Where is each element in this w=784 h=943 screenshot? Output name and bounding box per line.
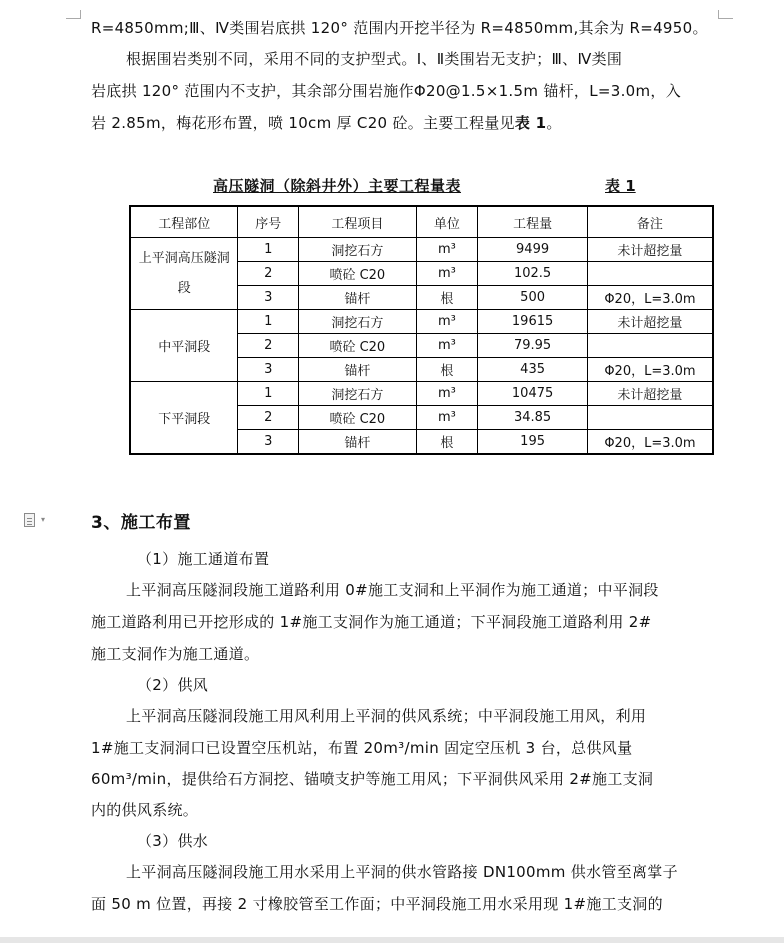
page-bottom-edge (0, 937, 784, 943)
subsection-heading: （1）施工通道布置 (137, 550, 270, 568)
cell-item: 洞挖石方 (299, 382, 416, 406)
paragraph-line: R=4850mm;Ⅲ、Ⅳ类围岩底拱 120° 范围内开挖半径为 R=4850mm,其余为 R=4950。 (91, 19, 708, 37)
cell-unit: m³ (416, 310, 478, 334)
cell-note: 未计超挖量 (587, 310, 713, 334)
cell-note (587, 262, 713, 286)
cell-qty: 435 (478, 358, 588, 382)
cell-qty: 19615 (478, 310, 588, 334)
cell-item: 喷砼 C20 (299, 262, 416, 286)
subsection-heading: （3）供水 (137, 832, 209, 850)
cell-unit: m³ (416, 382, 478, 406)
cell-qty: 9499 (478, 238, 588, 262)
header-cell: 备注 (587, 206, 713, 238)
cell-item: 锚杆 (299, 358, 416, 382)
cell-note (587, 406, 713, 430)
header-cell: 工程部位 (130, 206, 238, 238)
chevron-down-icon[interactable]: ▾ (41, 515, 46, 524)
header-cell: 序号 (238, 206, 299, 238)
paragraph-line: 上平洞高压隧洞段施工用水采用上平洞的供水管路接 DN100mm 供水管至离掌子 (126, 863, 678, 881)
paragraph-line: 内的供风系统。 (91, 801, 199, 819)
table-row (130, 382, 713, 406)
cell-no: 2 (238, 334, 299, 358)
cell-qty: 195 (478, 430, 588, 455)
paragraph-line (91, 113, 562, 133)
cell-no: 1 (238, 238, 299, 262)
table-title: 高压隧洞（除斜井外）主要工程量表 (213, 177, 462, 195)
paragraph-line: 岩底拱 120° 范围内不支护，其余部分围岩施作Φ20@1.5×1.5m 锚杆，L=3.0m，入 (91, 82, 682, 100)
table-number: 表 1 (605, 177, 636, 195)
cell-unit: 根 (416, 358, 478, 382)
header-cell: 工程项目 (299, 206, 416, 238)
section-cell: 上平洞高压隧洞段 (130, 238, 238, 310)
document-icon[interactable] (24, 513, 35, 527)
cell-unit: m³ (416, 262, 478, 286)
subsection-heading: （2）供风 (137, 676, 209, 694)
cell-no: 3 (238, 286, 299, 310)
cell-qty: 34.85 (478, 406, 588, 430)
paragraph-line: 1#施工支洞洞口已设置空压机站，布置 20m³/min 固定空压机 3 台，总供风量 (91, 739, 633, 757)
paragraph-line: 根据围岩类别不同，采用不同的支护型式。Ⅰ、Ⅱ类围岩无支护；Ⅲ、Ⅳ类围 (126, 50, 623, 68)
cell-no: 1 (238, 310, 299, 334)
cell-unit: 根 (416, 430, 478, 455)
table-row (130, 238, 713, 262)
page-margin-corner-left (66, 10, 81, 19)
cell-unit: m³ (416, 238, 478, 262)
cell-item: 锚杆 (299, 430, 416, 455)
page-margin-corner-right (718, 10, 733, 19)
cell-note (587, 334, 713, 358)
cell-item: 喷砼 C20 (299, 334, 416, 358)
paragraph-text: 。 (546, 114, 562, 132)
section-heading: 3、施工布置 (91, 513, 191, 533)
cell-no: 3 (238, 358, 299, 382)
header-cell: 工程量 (478, 206, 588, 238)
cell-note: 未计超挖量 (587, 382, 713, 406)
cell-note: 未计超挖量 (587, 238, 713, 262)
cell-item: 洞挖石方 (299, 310, 416, 334)
cell-unit: m³ (416, 406, 478, 430)
cell-unit: 根 (416, 286, 478, 310)
cell-item: 锚杆 (299, 286, 416, 310)
cell-no: 2 (238, 262, 299, 286)
cell-qty: 102.5 (478, 262, 588, 286)
table-row (130, 310, 713, 334)
cell-no: 3 (238, 430, 299, 455)
paragraph-line: 施工支洞作为施工通道。 (91, 645, 260, 663)
cell-unit: m³ (416, 334, 478, 358)
cell-note: Φ20，L=3.0m (587, 358, 713, 382)
cell-no: 1 (238, 382, 299, 406)
paragraph-text: 岩 2.85m，梅花形布置，喷 10cm 厚 C20 砼。主要工程量见 (91, 114, 515, 132)
cell-qty: 79.95 (478, 334, 588, 358)
table-reference: 表 1 (514, 114, 547, 132)
cell-no: 2 (238, 406, 299, 430)
header-cell: 单位 (416, 206, 478, 238)
cell-note: Φ20，L=3.0m (587, 430, 713, 455)
cell-note: Φ20，L=3.0m (587, 286, 713, 310)
quantity-table (129, 205, 714, 455)
paragraph-line: 施工道路利用已开挖形成的 1#施工支洞作为施工通道；下平洞段施工道路利用 2# (91, 613, 652, 631)
cell-item: 洞挖石方 (299, 238, 416, 262)
section-cell: 中平洞段 (130, 310, 238, 382)
paragraph-line: 上平洞高压隧洞段施工用风利用上平洞的供风系统；中平洞段施工用风，利用 (126, 707, 647, 725)
cell-item: 喷砼 C20 (299, 406, 416, 430)
paragraph-line: 上平洞高压隧洞段施工道路利用 0#施工支洞和上平洞作为施工通道；中平洞段 (126, 581, 659, 599)
cell-qty: 500 (478, 286, 588, 310)
paragraph-line: 60m³/min，提供给石方洞挖、锚喷支护等施工用风；下平洞供风采用 2#施工支洞 (91, 770, 654, 788)
cell-qty: 10475 (478, 382, 588, 406)
paragraph-line: 面 50 m 位置，再接 2 寸橡胶管至工作面；中平洞段施工用水采用现 1#施工支洞的 (91, 895, 663, 913)
table-header-row (130, 206, 713, 238)
section-cell: 下平洞段 (130, 382, 238, 455)
